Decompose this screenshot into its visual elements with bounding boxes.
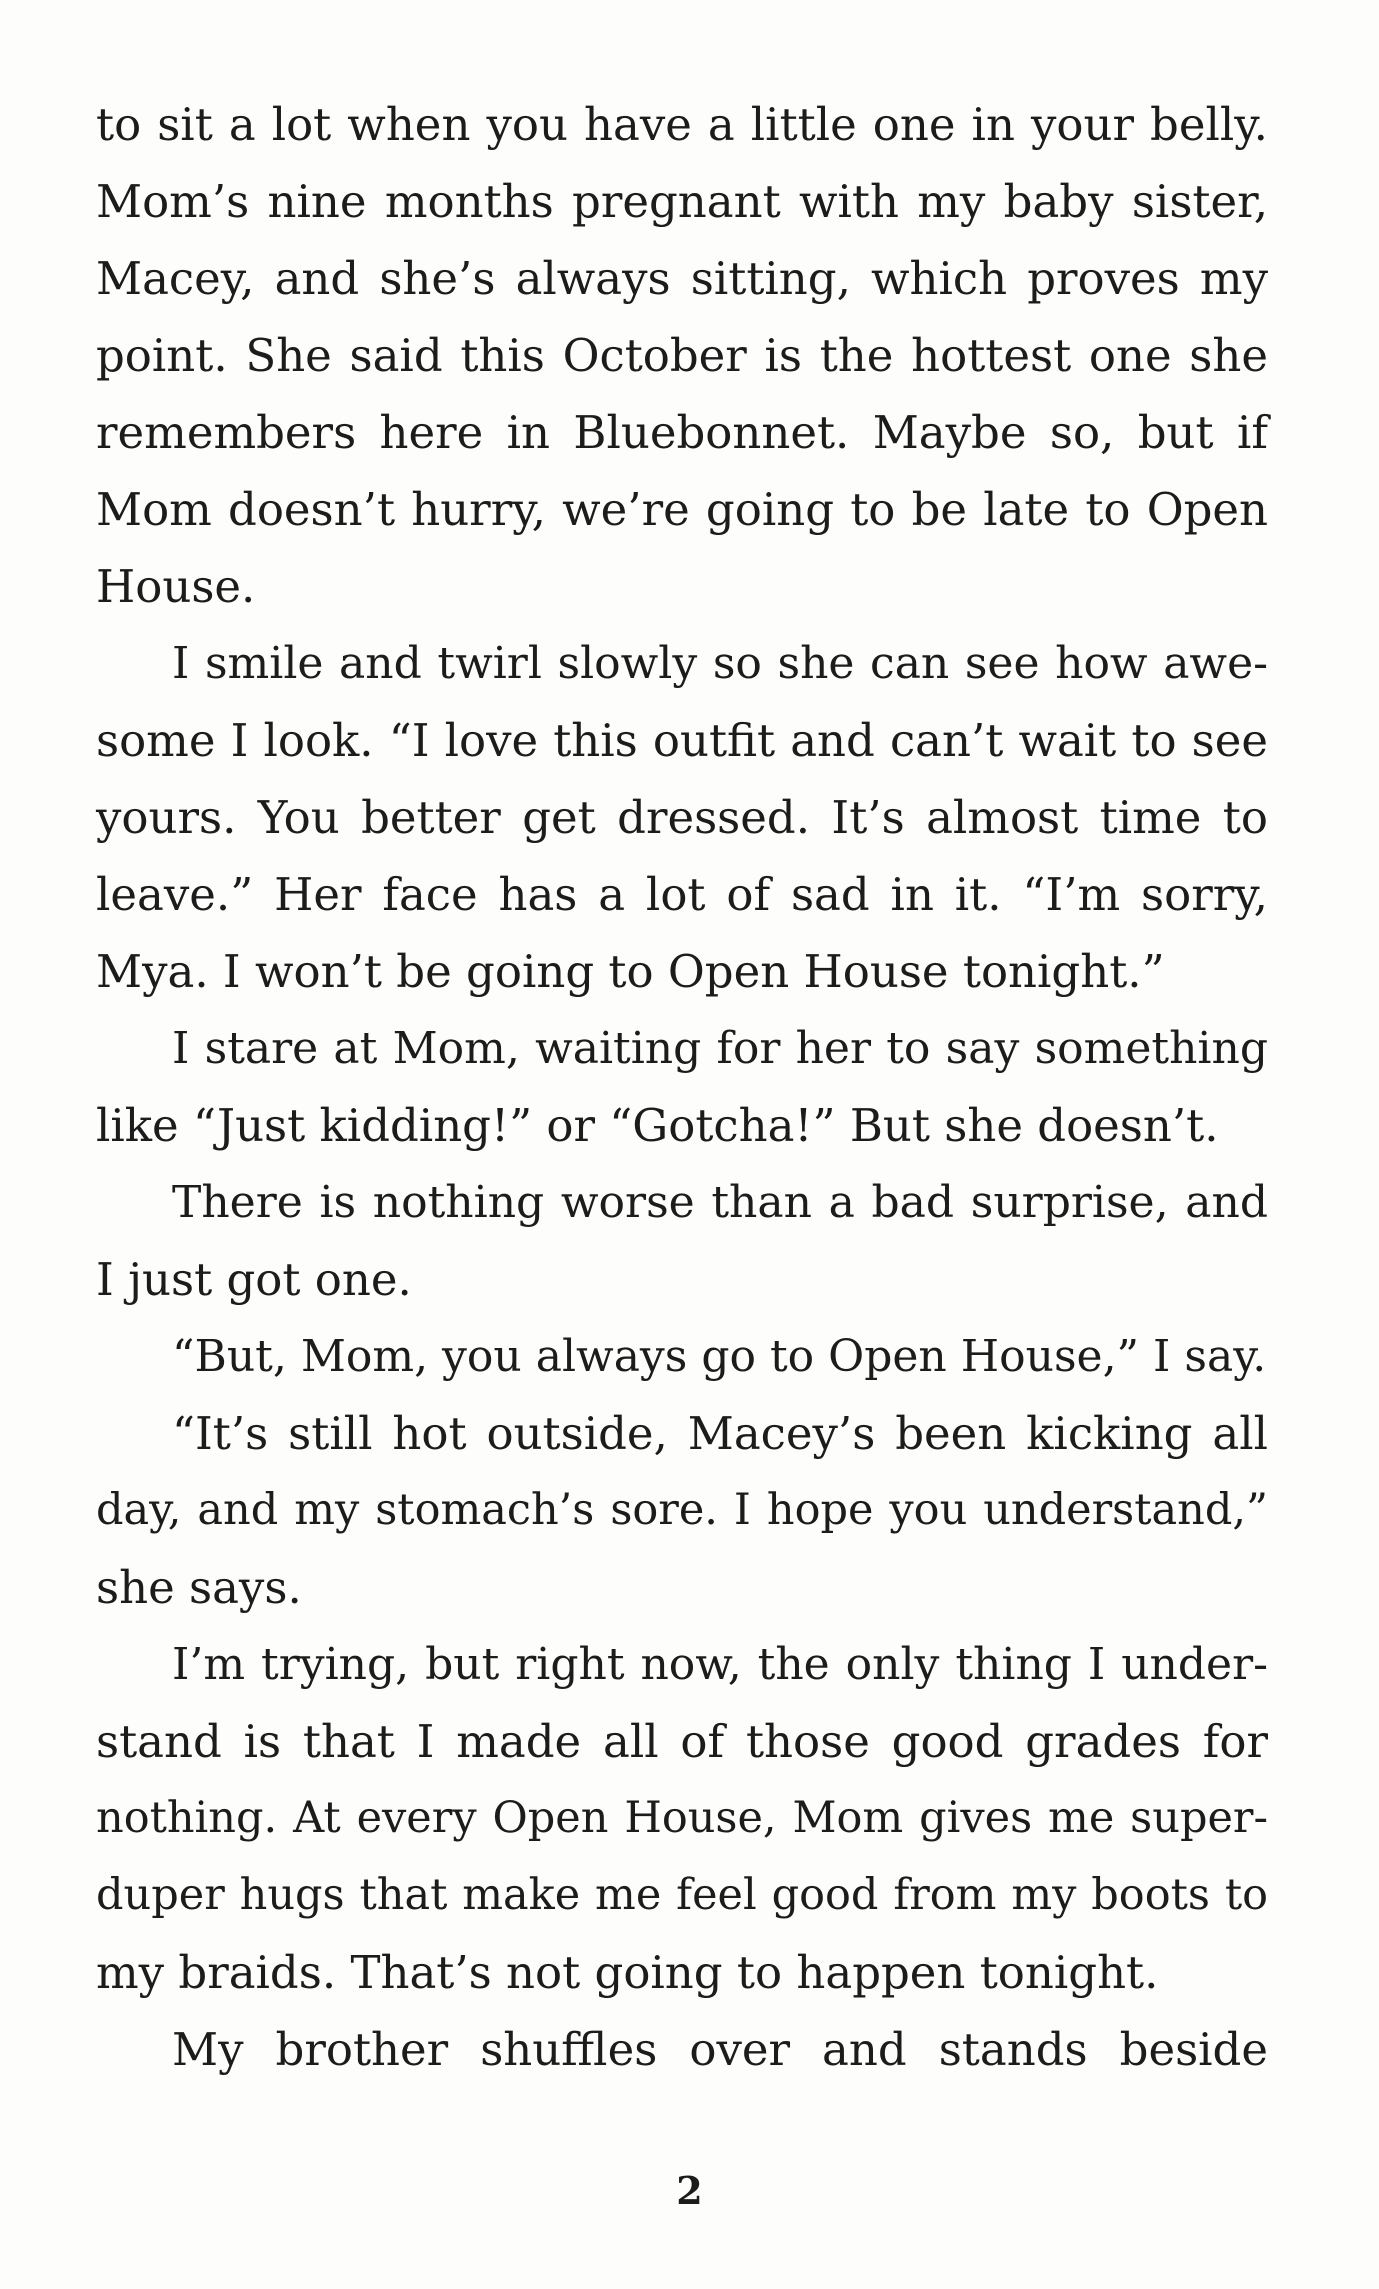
text-line: point. She said this October is the hottest one she bbox=[96, 329, 1268, 382]
text-line: House. bbox=[96, 560, 256, 613]
text-line: I’m trying, but right now, the only thing I under- bbox=[172, 1639, 1268, 1690]
text-line: nothing. At every Open House, Mom gives me super- bbox=[96, 1793, 1268, 1843]
text-line: Mom doesn’t hurry, we’re going to be late to Open bbox=[96, 483, 1268, 536]
text-line: Macey, and she’s always sitting, which proves my bbox=[96, 252, 1268, 305]
text-line: Mom’s nine months pregnant with my baby sister, bbox=[96, 175, 1268, 228]
text-line: “But, Mom, you always go to Open House,” I say. bbox=[172, 1331, 1267, 1382]
text-line: my braids. That’s not going to happen tonight. bbox=[96, 1946, 1159, 1999]
text-line: to sit a lot when you have a little one in your belly. bbox=[96, 98, 1268, 151]
text-line: I stare at Mom, waiting for her to say something bbox=[172, 1023, 1268, 1074]
text-line: “It’s still hot outside, Macey’s been kicking all bbox=[172, 1407, 1268, 1460]
text-line: she says. bbox=[96, 1561, 302, 1614]
text-line: There is nothing worse than a bad surprise, and bbox=[172, 1177, 1268, 1228]
page-number: 2 bbox=[676, 2168, 703, 2213]
text-line: I smile and twirl slowly so she can see how awe- bbox=[172, 638, 1268, 689]
text-line: I just got one. bbox=[96, 1253, 412, 1306]
text-line: Mya. I won’t be going to Open House tonight.” bbox=[96, 945, 1165, 998]
text-line: like “Just kidding!” or “Gotcha!” But she doesn’t. bbox=[96, 1099, 1219, 1152]
text-line: leave.” Her face has a lot of sad in it. “I’m sorry, bbox=[96, 868, 1268, 921]
text-line: some I look. “I love this outfit and can’t wait to see bbox=[96, 714, 1268, 767]
text-line: My brother shuffles over and stands beside bbox=[172, 2023, 1268, 2076]
text-line: yours. You better get dressed. It’s almost time to bbox=[96, 791, 1268, 844]
text-line: remembers here in Bluebonnet. Maybe so, but if bbox=[96, 406, 1268, 459]
text-line: stand is that I made all of those good grades for bbox=[96, 1715, 1268, 1768]
body-text bbox=[96, 86, 1268, 2088]
text-line: day, and my stomach’s sore. I hope you understand,” bbox=[96, 1485, 1268, 1535]
text-line: duper hugs that make me feel good from my boots to bbox=[96, 1870, 1268, 1920]
